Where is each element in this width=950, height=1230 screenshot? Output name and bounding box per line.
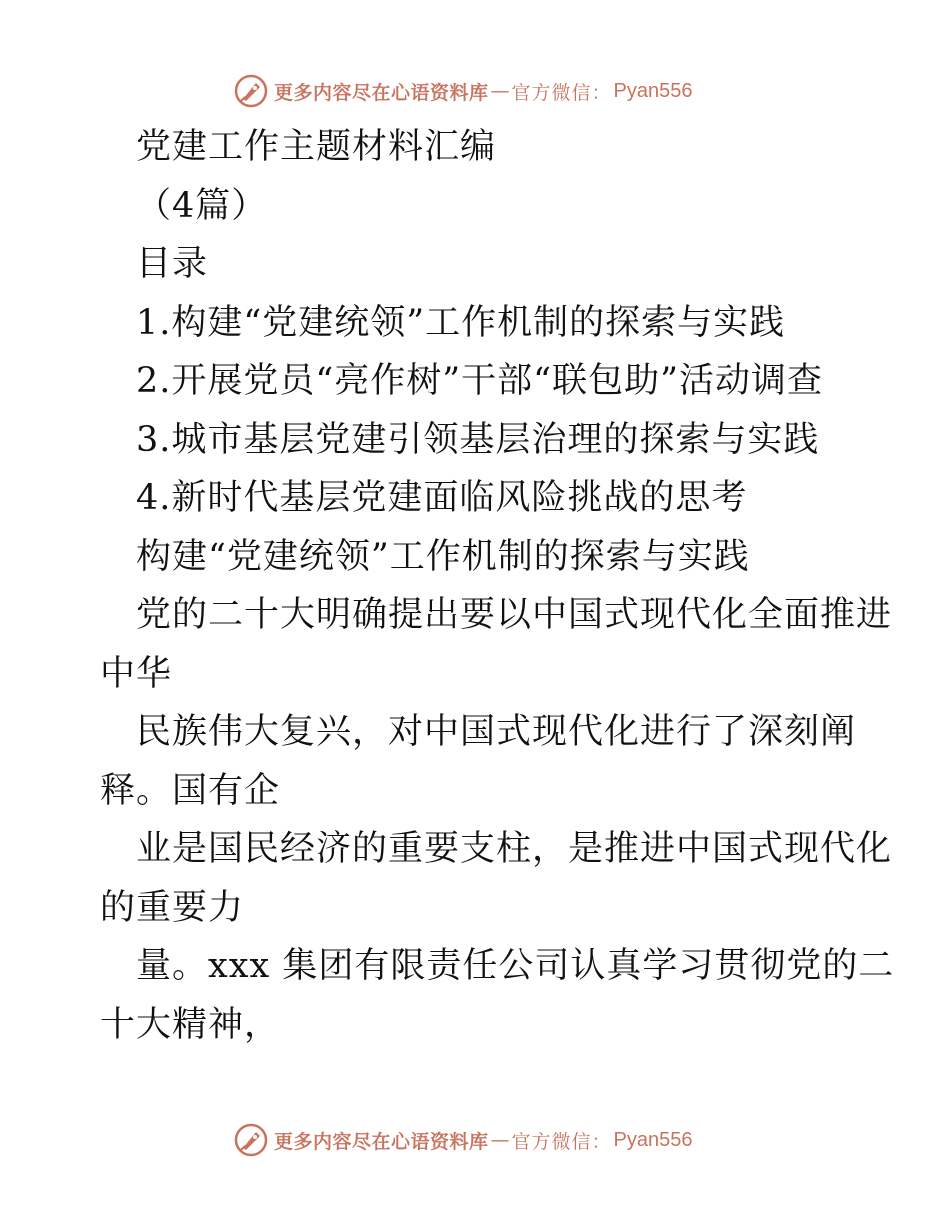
watermark-label: 官方微信： xyxy=(511,81,612,104)
paragraph-line: 业是国民经济的重要支柱，是推进中国式现代化 xyxy=(136,829,893,869)
toc-item: 3.城市基层党建引领基层治理的探索与实践 xyxy=(136,419,820,460)
pen-nib-logo-icon xyxy=(234,74,268,108)
paragraph-line: 释。国有企 xyxy=(100,770,281,811)
toc-item: 4.新时代基层党建面临风险挑战的思考 xyxy=(136,478,748,518)
watermark-brand: 更多内容尽在心语资料库 xyxy=(274,1130,489,1153)
pen-nib-logo-icon xyxy=(234,1123,268,1157)
paragraph-line: 十大精神， xyxy=(100,1004,281,1045)
watermark-label: 官方微信： xyxy=(511,1130,612,1153)
document-body xyxy=(100,118,895,1054)
toc-heading: 目录 xyxy=(136,244,209,284)
paragraph-line: 的重要力 xyxy=(100,887,245,928)
paragraph-line: 民族伟大复兴，对中国式现代化进行了深刻阐 xyxy=(136,712,857,752)
paragraph-line: 党的二十大明确提出要以中国式现代化全面推进 xyxy=(136,595,893,635)
paragraph-line: 量。xxx 集团有限责任公司认真学习贯彻党的二 xyxy=(136,946,895,986)
watermark-footer xyxy=(234,1122,693,1158)
watermark-account: Pyan556 xyxy=(613,1128,693,1151)
watermark-separator: — xyxy=(490,1129,510,1151)
toc-item: 1.构建“党建统领”工作机制的探索与实践 xyxy=(136,302,786,343)
section-heading: 构建“党建统领”工作机制的探索与实践 xyxy=(136,536,750,577)
document-subtitle: （4篇） xyxy=(136,185,268,226)
document-title: 党建工作主题材料汇编 xyxy=(136,127,497,167)
watermark-header xyxy=(234,73,693,109)
toc-item: 2.开展党员“亮作树”干部“联包助”活动调查 xyxy=(136,361,823,401)
watermark-separator: — xyxy=(490,80,510,102)
watermark-brand: 更多内容尽在心语资料库 xyxy=(274,81,489,104)
watermark-account: Pyan556 xyxy=(613,79,693,102)
paragraph-line: 中华 xyxy=(100,653,173,694)
